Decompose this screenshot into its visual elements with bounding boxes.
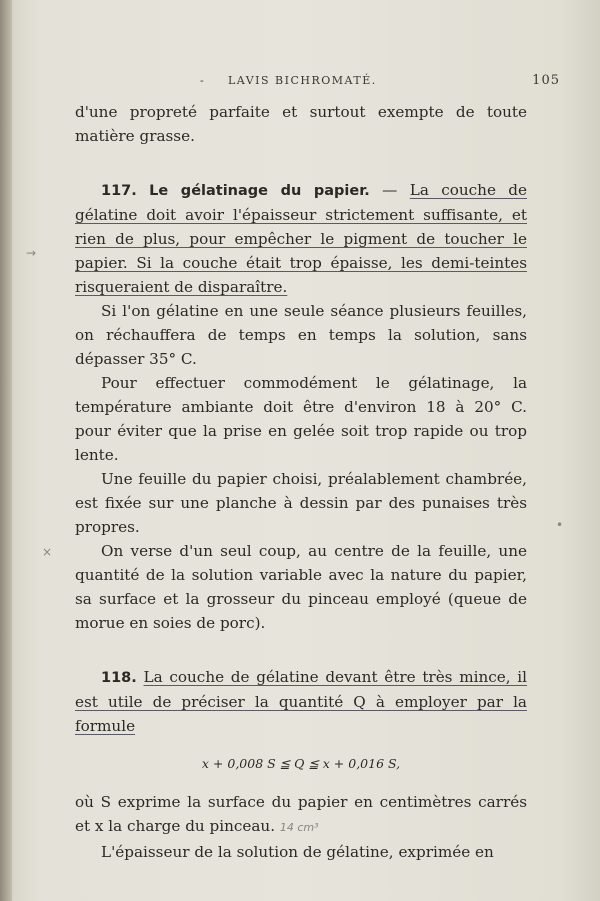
- section-dash: —: [369, 181, 410, 199]
- page-number: 105: [532, 73, 560, 88]
- header-dash: -: [200, 74, 206, 87]
- paragraph: On verse d'un seul coup, au centre de la feuille, une quantité de la solution variable avec la nature du papier, sa surface et la grosseur du pinceau employé (queue de morue en soies de porc).: [75, 542, 527, 632]
- margin-arrow-mark: →: [26, 246, 37, 260]
- paragraph: Pour effectuer commodément le gélatinage, la température ambiante doit être d'environ 18 à 20° C. pour éviter que la prise en gelée soit trop rapide ou trop lente.: [75, 374, 527, 464]
- section-117: [75, 178, 527, 299]
- section-title: Le gélatinage du papier.: [149, 183, 370, 199]
- paragraph-text: où S exprime la surface du papier en centimètres carrés et x la charge du pinceau.: [75, 793, 527, 835]
- paragraph: Si l'on gélatine en une seule séance plusieurs feuilles, on réchauffera de temps en temps la solution, sans dépasser 35° C.: [75, 302, 527, 368]
- body-text: [75, 100, 527, 864]
- section-body: La couche de gélatine doit avoir l'épaisseur strictement suffisante, et rien de plus, pour empêcher le pigment de toucher le papier. Si la couche était trop épaisse, les demi-teintes risqueraient de disparaître.: [75, 181, 528, 296]
- paragraph-intro: d'une propreté parfaite et surtout exempte de toute matière grasse.: [75, 103, 527, 145]
- section-number: 118.: [101, 670, 137, 686]
- running-title: LAVIS BICHROMATÉ.: [228, 74, 377, 87]
- book-gutter: [0, 0, 12, 901]
- paragraph: Une feuille du papier choisi, préalablement chambrée, est fixée sur une planche à dessin par des punaises très propres.: [75, 470, 527, 536]
- paragraph: [75, 790, 527, 840]
- formula: x + 0,008 S ≦ Q ≦ x + 0,016 S,: [201, 756, 401, 771]
- pencil-annotation: 14 cm³: [279, 821, 319, 834]
- running-header: [200, 74, 560, 94]
- section-118: [75, 665, 527, 738]
- paragraph-last: L'épaisseur de la solution de gélatine, exprimée en: [101, 843, 494, 861]
- section-body: La couche de gélatine devant être très mince, il est utile de préciser la quantité Q à employer par la formule: [75, 668, 528, 735]
- section-number: 117.: [101, 183, 137, 199]
- margin-dot-mark: •: [556, 518, 564, 532]
- margin-cross-mark: ×: [42, 545, 53, 559]
